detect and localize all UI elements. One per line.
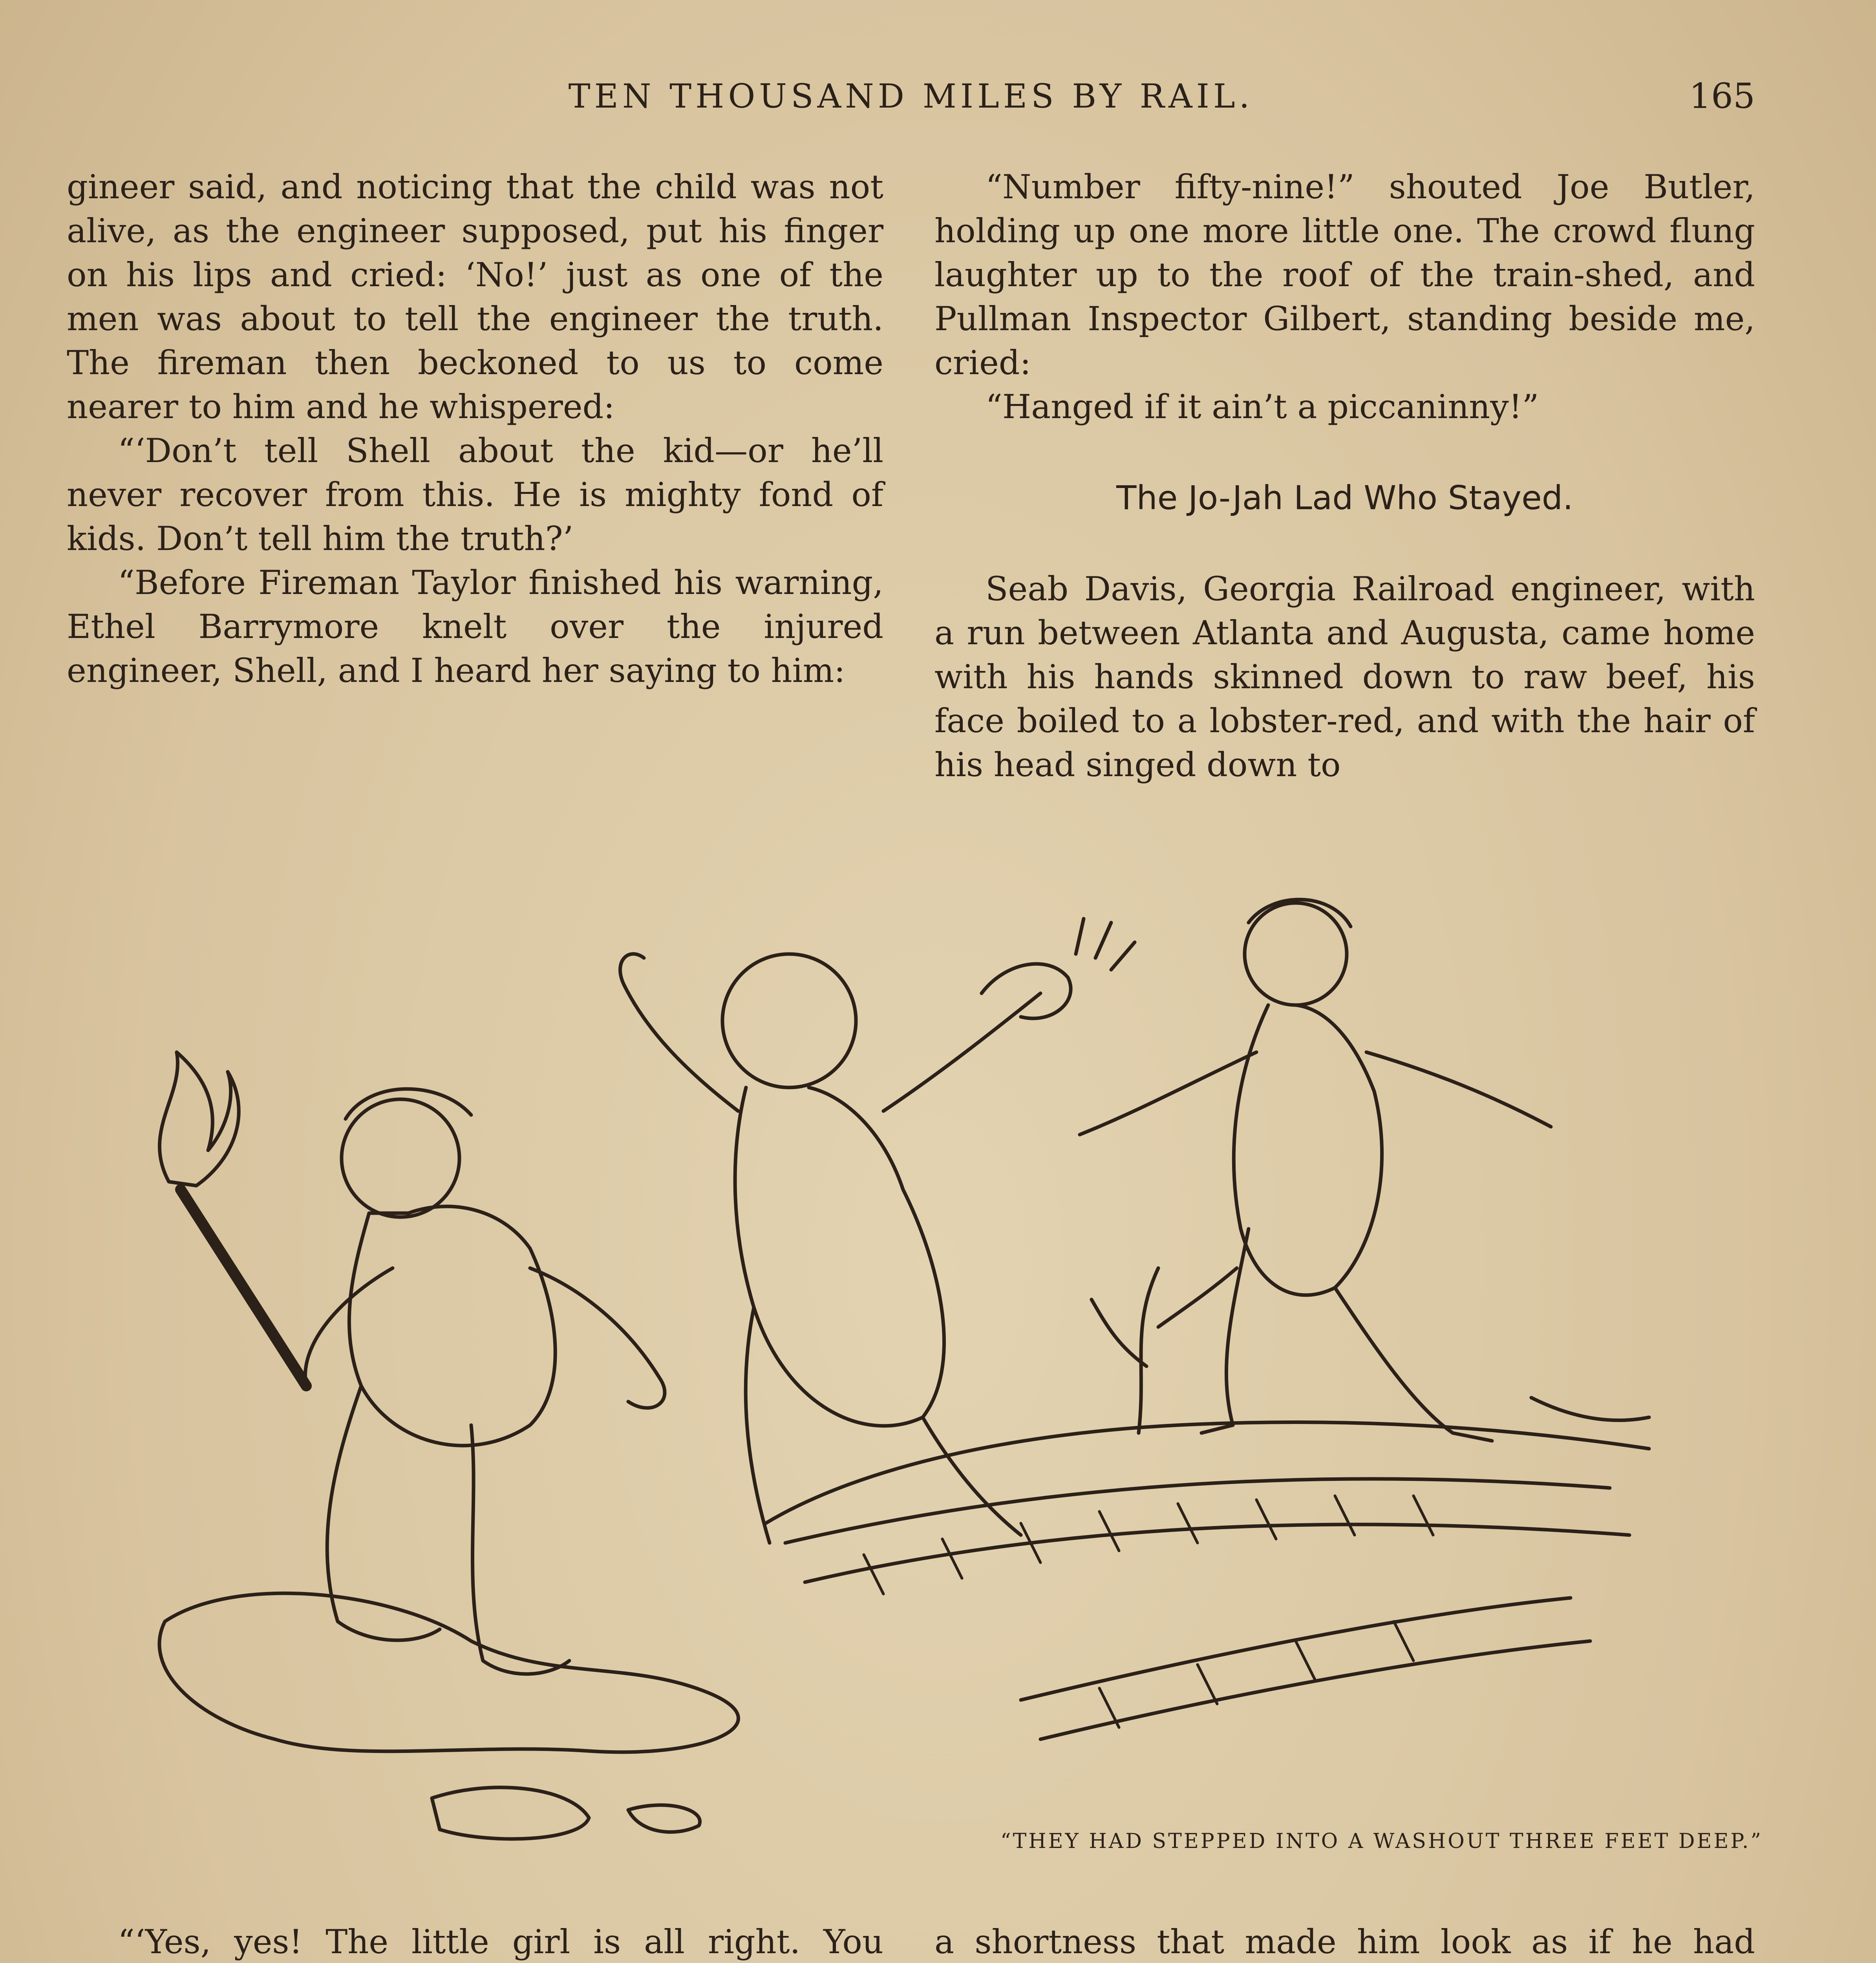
paragraph: “‘Don’t tell Shell about the kid—or he’ll never recover from this. He is mighty fond of kids. Don’t tell him the truth?’ <box>67 431 883 558</box>
text-column-bottom-left <box>67 1920 883 1963</box>
page-header <box>67 67 1755 126</box>
paragraph: “Hanged if it ain’t a piccaninny!” <box>986 387 1539 426</box>
running-title: TEN THOUSAND MILES BY RAIL. <box>568 77 1254 115</box>
paragraph: “‘Yes, yes! The little girl is all right. You <box>118 1923 883 1961</box>
text-column-top-left <box>67 165 883 832</box>
section-heading: The Jo-Jah Lad Who Stayed. <box>1116 479 1573 517</box>
paragraph: gineer said, and noticing that the child was not alive, as the engineer supposed, put his finger on his lips and cried: ‘No!’ just as one of the men was about to tell the engineer the truth. The fireman then beckoned to us to come nearer to him and he whispered: <box>67 168 883 426</box>
paragraph: “Before Fireman Taylor finished his warning, Ethel Barrymore knelt over the injured engineer, Shell, and I heard her saying to him: <box>67 563 883 690</box>
page-number: 165 <box>1689 76 1755 116</box>
text-column-bottom-right <box>934 1920 1755 1963</box>
paragraph: Seab Davis, Georgia Railroad engineer, with a run between Atlanta and Augusta, came home with his hands skinned down to raw beef, his face boiled to a lobster-red, and with the hair of his head singed down to <box>934 570 1755 784</box>
washout-illustration <box>118 875 1767 1881</box>
illustration-drawing <box>118 875 1767 1881</box>
illustration-caption: “THEY HAD STEPPED INTO A WASHOUT THREE FEET DEEP.” <box>1000 1830 1763 1853</box>
paragraph: “Number fifty-nine!” shouted Joe Butler, holding up one more little one. The crowd flung laughter up to the roof of the train-shed, and Pullman Inspector Gilbert, standing beside me, cried: <box>934 168 1755 382</box>
paragraph: a shortness that made him look as if he had <box>934 1923 1755 1961</box>
text-column-top-right <box>934 165 1755 832</box>
